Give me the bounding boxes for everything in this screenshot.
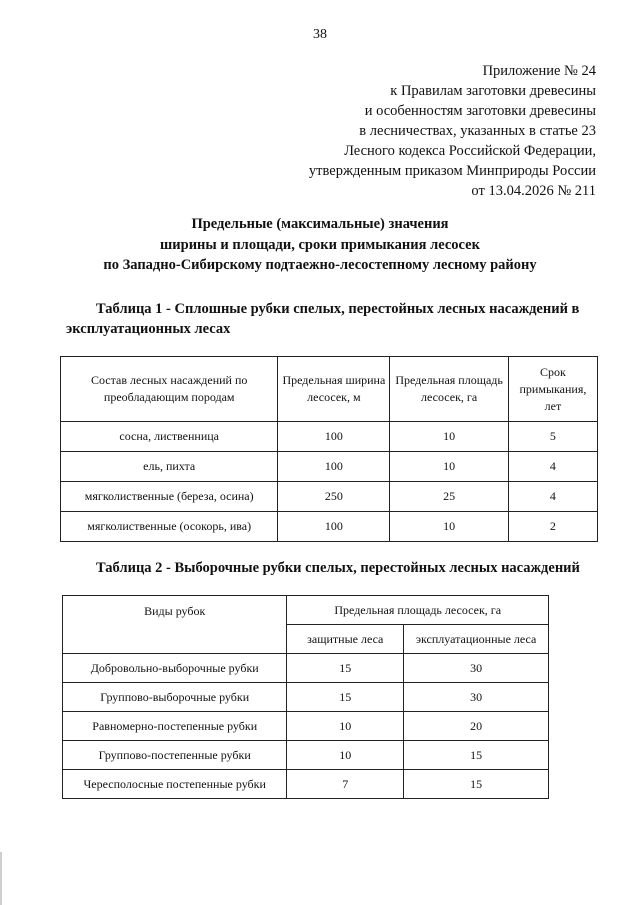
table-cell: 2 [508,512,597,542]
table-cell: 7 [287,770,404,799]
table-cell: 15 [404,741,549,770]
table-cell: Чересполосные постепенные рубки [63,770,287,799]
annex-line: и особенностям заготовки древесины [364,103,596,119]
annex-line: утвержденным приказом Минприроды России [308,163,596,179]
table-cell: Равномерно-постепенные рубки [63,712,287,741]
column-header: Предельная площадь лесосек, га [390,357,508,422]
table-cell: 15 [287,683,404,712]
table-cell: 100 [278,512,390,542]
column-header: Срок примыкания, лет [508,357,597,422]
scan-edge-shadow [0,852,2,905]
table-cell: 10 [390,512,508,542]
table-row [61,422,598,452]
title-line: ширины и площади, сроки примыкания лесосек [160,236,480,253]
table-cell: 30 [404,654,549,683]
annex-reference [309,61,596,201]
table-cell: мягколиственные (осокорь, ива) [61,512,278,542]
table-row [63,741,549,770]
table-cell: 15 [404,770,549,799]
table-cell: Группово-выборочные рубки [63,683,287,712]
table-cell: 15 [287,654,404,683]
table-row [63,683,549,712]
table-cell: Группово-постепенные рубки [63,741,287,770]
table-cell: 10 [287,712,404,741]
annex-line: от 13.04.2026 № 211 [471,183,596,199]
table1-caption-line: эксплуатационных лесах [66,321,231,337]
title-line: Предельные (максимальные) значения [191,216,449,232]
page-number: 38 [313,27,327,42]
table-cell: 25 [390,482,508,512]
title-line: по Западно-Сибирскому подтаежно-лесостепному лесному району [103,257,537,273]
table-cell: 10 [390,452,508,482]
table2-caption: Таблица 2 - Выборочные рубки спелых, перестойных лесных насаждений [96,560,580,576]
table-row [61,452,598,482]
table-header-row [61,357,598,422]
table1-caption-line: Таблица 1 - Сплошные рубки спелых, перестойных лесных насаждений в [96,301,580,317]
column-header: Предельная площадь лесосек, га [287,596,549,625]
table-row [61,512,598,542]
annex-line: в лесничествах, указанных в статье 23 [359,123,596,139]
table-cell: 10 [287,741,404,770]
table-row [63,712,549,741]
column-header: Предельная ширина лесосек, м [278,357,390,422]
table-cell: мягколиственные (береза, осина) [61,482,278,512]
table-cell: 250 [278,482,390,512]
table-cell: 4 [508,452,597,482]
table1 [60,356,598,542]
table-cell: сосна, лиственница [61,422,278,452]
annex-line: к Правилам заготовки древесины [390,83,596,99]
column-header: Виды рубок [63,596,287,654]
table-cell: 30 [404,683,549,712]
table-row [61,482,598,512]
table-cell: 4 [508,482,597,512]
table-cell: 5 [508,422,597,452]
table2 [62,595,549,799]
annex-line: Приложение № 24 [482,63,596,79]
table-cell: 100 [278,452,390,482]
annex-line: Лесного кодекса Российской Федерации, [344,143,596,159]
table-cell: ель, пихта [61,452,278,482]
table-row [63,654,549,683]
table-cell: 20 [404,712,549,741]
column-header: Состав лесных насаждений по преобладающим породам [61,357,278,422]
table-cell: 10 [390,422,508,452]
document-title [0,214,640,276]
table-cell: Добровольно-выборочные рубки [63,654,287,683]
table-row [63,770,549,799]
column-subheader: эксплуатационные леса [404,625,549,654]
table-header-row [63,596,549,625]
table-cell: 100 [278,422,390,452]
table1-caption [66,299,606,339]
column-subheader: защитные леса [287,625,404,654]
